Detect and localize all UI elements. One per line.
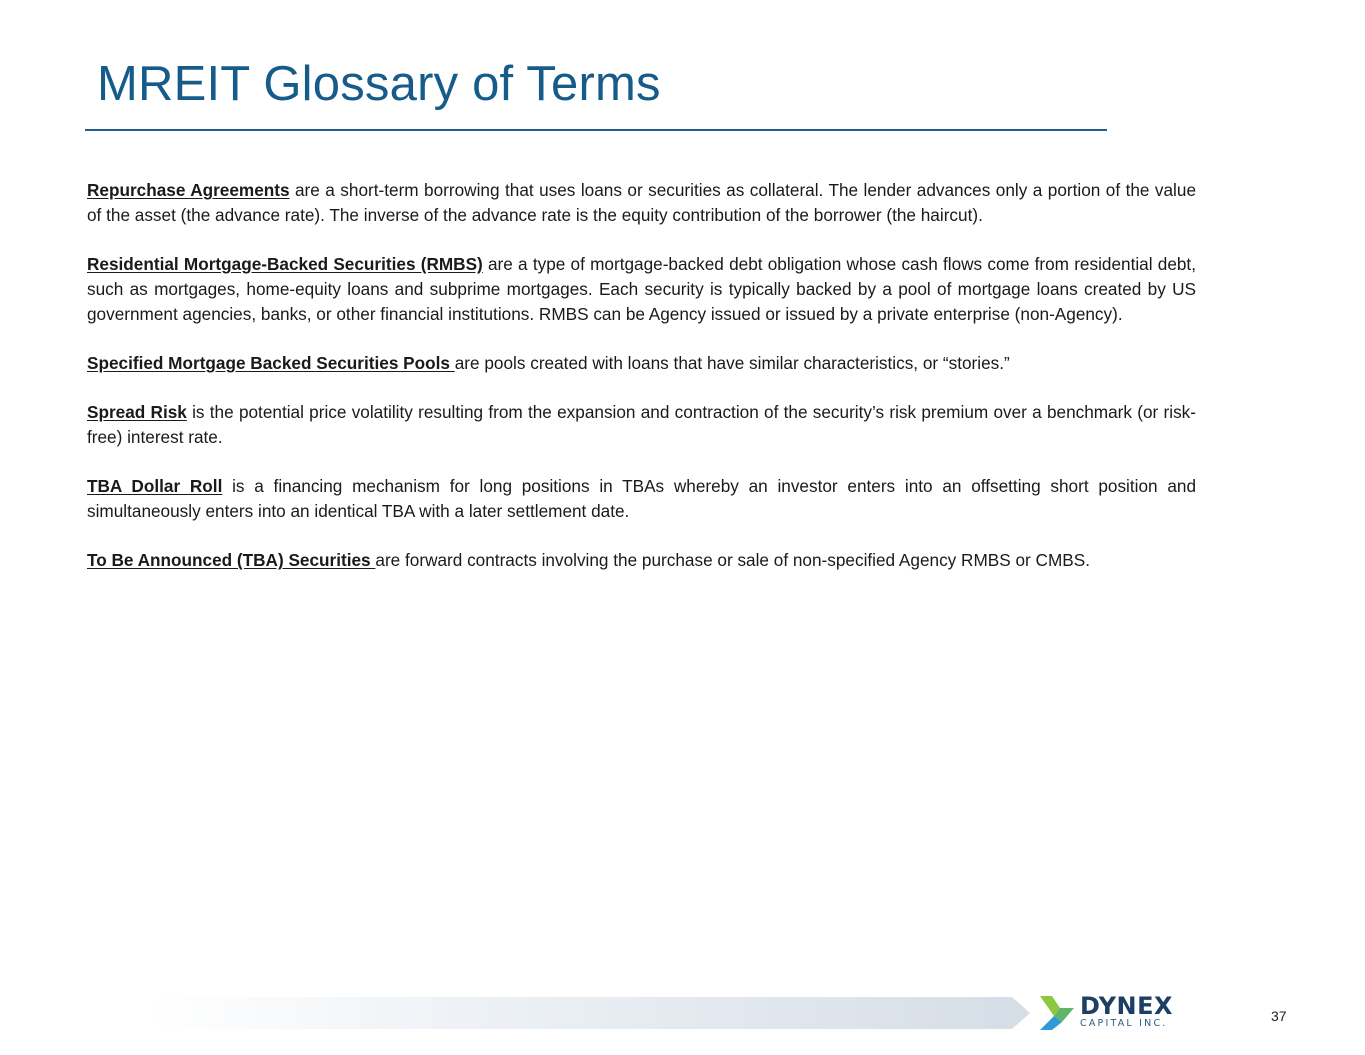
page-title: MREIT Glossary of Terms xyxy=(97,57,661,111)
glossary-term: Repurchase Agreements xyxy=(87,180,290,200)
glossary-definition: are forward contracts involving the purchase or sale of non-specified Agency RMBS or CMBS. xyxy=(375,550,1090,570)
glossary-definition: is the potential price volatility resulting from the expansion and contraction of the security’s risk premium over a benchmark (or risk-free) interest rate. xyxy=(87,402,1196,447)
logo-subtitle: CAPITAL INC. xyxy=(1080,1018,1168,1029)
glossary-term: Residential Mortgage-Backed Securities (RMBS) xyxy=(87,254,483,274)
glossary-list xyxy=(87,178,1196,597)
glossary-definition: is a financing mechanism for long positions in TBAs whereby an investor enters into an offsetting short position and simultaneously enters into an identical TBA with a later settlement date. xyxy=(87,476,1197,521)
dynex-logo-mark-icon xyxy=(1040,996,1074,1030)
glossary-term: To Be Announced (TBA) Securities xyxy=(87,550,376,570)
glossary-definition: are a type of mortgage-backed debt obligation whose cash flows come from residential debt, such as mortgages, home-equity loans and subprime mortgages. Each security is typically backed by a pool of mortgage loans created by US government agencies, banks, or other financial institutions. RMBS can be Agency issued or issued by a private enterprise (non-Agency). xyxy=(87,254,1196,324)
glossary-entry-tba-securities xyxy=(87,548,1196,573)
glossary-entry-repurchase-agreements xyxy=(87,178,1196,228)
glossary-entry-spread-risk xyxy=(87,400,1196,450)
glossary-entry-specified-pools xyxy=(87,351,1196,376)
glossary-term: TBA Dollar Roll xyxy=(87,476,223,496)
dynex-logo xyxy=(1040,994,1180,1034)
footer-gradient-band xyxy=(150,997,1030,1029)
page-number: 37 xyxy=(1271,1008,1287,1024)
title-divider xyxy=(85,129,1107,131)
glossary-definition: are a short-term borrowing that uses loans or securities as collateral. The lender advances only a portion of the value of the asset (the advance rate). The inverse of the advance rate is the equity contribution of the borrower (the haircut). xyxy=(87,180,1196,225)
glossary-definition: are pools created with loans that have similar characteristics, or “stories.” xyxy=(454,353,1010,373)
glossary-term: Specified Mortgage Backed Securities Pools xyxy=(87,353,455,373)
glossary-entry-rmbs xyxy=(87,252,1196,327)
logo-wordmark: DYNEX xyxy=(1080,992,1174,1020)
glossary-term: Spread Risk xyxy=(87,402,187,422)
glossary-entry-tba-dollar-roll xyxy=(87,474,1196,524)
